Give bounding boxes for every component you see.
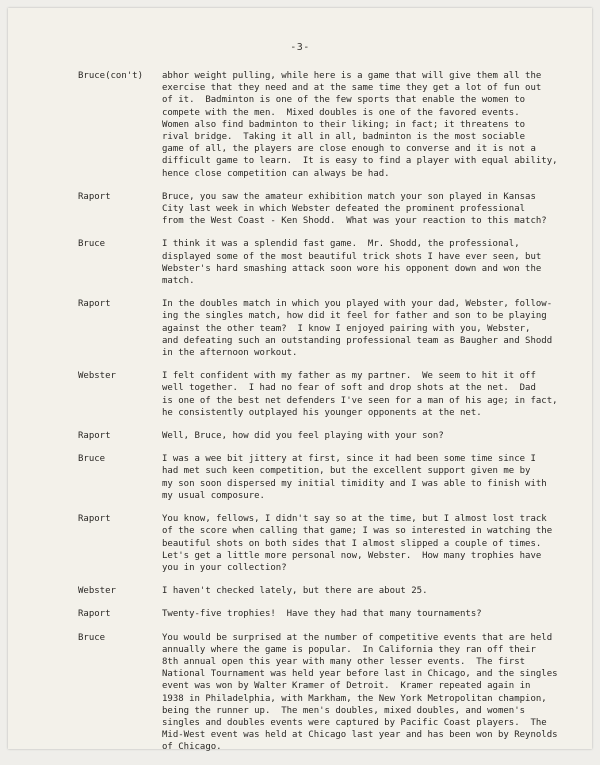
speech-line: you in your collection? (162, 562, 287, 573)
speech-line: and defeating such an outstanding professional team as Baugher and Shodd (162, 335, 553, 346)
speech-line: exercise that they need and at the same time they get a lot of fun out (162, 83, 542, 94)
transcript-entry (78, 585, 548, 597)
speech-line: beautiful shots on both sides that I almost slipped a couple of times. (162, 538, 542, 549)
speech-line: being the runner up. The men's doubles, mixed doubles, and women's (162, 705, 526, 716)
speech-text (162, 430, 548, 442)
speech-text (162, 453, 548, 502)
speech-line: Webster's hard smashing attack soon wore his opponent down and won the (162, 263, 542, 274)
speech-text (162, 370, 558, 419)
transcript (78, 70, 558, 765)
speech-line: You know, fellows, I didn't say so at the time, but I almost lost track (162, 514, 547, 525)
speech-line: Twenty-five trophies! Have they had that many tournaments? (162, 609, 482, 620)
speech-line: Bruce, you saw the amateur exhibition match your son played in Kansas (162, 191, 536, 202)
transcript-entry (78, 298, 553, 359)
speech-line: displayed some of the most beautiful trick shots I have ever seen, but (162, 251, 542, 262)
speech-line: 8th annual open this year with many other lesser events. The first (162, 656, 526, 667)
speech-text (162, 70, 558, 180)
speech-line: ing the singles match, how did it feel for father and son to be playing (162, 311, 547, 322)
speech-line: Well, Bruce, how did you feel playing with your son? (162, 431, 444, 442)
speech-line: compete with the men. Mixed doubles is one of the favored events. (162, 107, 520, 118)
speech-text (162, 632, 558, 754)
speaker-name: Raport (78, 609, 111, 620)
speech-line: he consistently outplayed his younger opponents at the net. (162, 407, 482, 418)
speech-line: In the doubles match in which you played with your dad, Webster, follow- (162, 299, 553, 310)
speaker-name: Raport (78, 299, 111, 310)
transcript-entry (78, 70, 558, 180)
speech-text (162, 585, 548, 597)
transcript-entry (78, 632, 558, 754)
speech-line: annually where the game is popular. In California they ran off their (162, 644, 536, 655)
speech-line: against the other team? I know I enjoyed pairing with you, Webster, (162, 323, 531, 334)
speaker-name: Raport (78, 514, 111, 525)
speech-text (162, 608, 548, 620)
speech-text (162, 238, 548, 287)
speech-line: I was a wee bit jittery at first, since it had been some time since I (162, 454, 536, 465)
speech-line: my usual composure. (162, 490, 265, 501)
speech-line: Let's get a little more personal now, Webster. How many trophies have (162, 550, 542, 561)
speech-line: singles and doubles events were captured by Pacific Coast players. The (162, 717, 547, 728)
transcript-entry (78, 608, 548, 620)
speech-text (162, 191, 548, 228)
speaker-name: Bruce (78, 632, 106, 643)
speech-line: hence close competition can always be had. (162, 168, 390, 179)
speaker-name: Bruce(con't) (78, 71, 144, 81)
speech-text (162, 298, 552, 359)
speech-line: National Tournament was held year before last in Chicago, and the singles (162, 669, 558, 680)
speech-line: Women also find badminton to their liking; in fact; it threatens to (162, 119, 526, 130)
speech-line: of the score when calling that game; I was so interested in watching the (162, 526, 553, 537)
speech-line: game of all, the players are close enough to converse and it is not a (162, 144, 536, 155)
page-number: -3- (290, 42, 310, 53)
speech-line: event was won by Walter Kramer of Detroit. Kramer repeated again in (162, 681, 531, 692)
speech-line: 1938 in Philadelphia, with Markham, the New York Metropolitan champion, (162, 693, 547, 704)
speech-line: is one of the best net defenders I've seen for a man of his age; in fact, (162, 395, 558, 406)
speech-line: of Chicago. (162, 742, 222, 753)
speech-line: from the West Coast - Ken Shodd. What was your reaction to this match? (162, 216, 547, 227)
speaker-name: Raport (78, 191, 111, 202)
speech-line: match. (162, 276, 195, 287)
speech-line: City last week in which Webster defeated the prominent professional (162, 204, 526, 215)
speaker-name: Webster (78, 371, 116, 382)
speaker-name: Bruce (78, 239, 106, 250)
speech-line: Mid-West event was held at Chicago last year and has been won by Reynolds (162, 730, 558, 741)
transcript-entry (78, 191, 548, 228)
transcript-entry (78, 430, 548, 442)
speech-line: difficult game to learn. It is easy to find a player with equal ability, (162, 156, 558, 167)
speech-line: well together. I had no fear of soft and drop shots at the net. Dad (162, 383, 536, 394)
speech-line: my son soon dispersed my initial timidity and I was able to finish with (162, 478, 547, 489)
speech-text (162, 513, 552, 574)
speech-line: abhor weight pulling, while here is a game that will give them all the (162, 71, 542, 81)
speaker-name: Bruce (78, 454, 106, 465)
speech-line: I think it was a splendid fast game. Mr. Shodd, the professional, (162, 239, 520, 250)
transcript-entry (78, 513, 553, 574)
speech-line: had met such keen competition, but the excellent support given me by (162, 466, 531, 477)
speech-line: in the afternoon workout. (162, 348, 298, 359)
speaker-name: Raport (78, 431, 111, 442)
speech-line: rival bridge. Taking it all in all, badminton is the most sociable (162, 132, 526, 143)
speech-line: I haven't checked lately, but there are about 25. (162, 586, 428, 597)
transcript-entry (78, 370, 558, 419)
transcript-entry (78, 453, 548, 502)
speech-line: of it. Badminton is one of the few sports that enable the women to (162, 95, 526, 106)
speaker-name: Webster (78, 586, 116, 597)
speech-line: You would be surprised at the number of competitive events that are held (162, 632, 553, 643)
speech-line: I felt confident with my father as my partner. We seem to hit it off (162, 371, 536, 382)
transcript-entry (78, 238, 548, 287)
